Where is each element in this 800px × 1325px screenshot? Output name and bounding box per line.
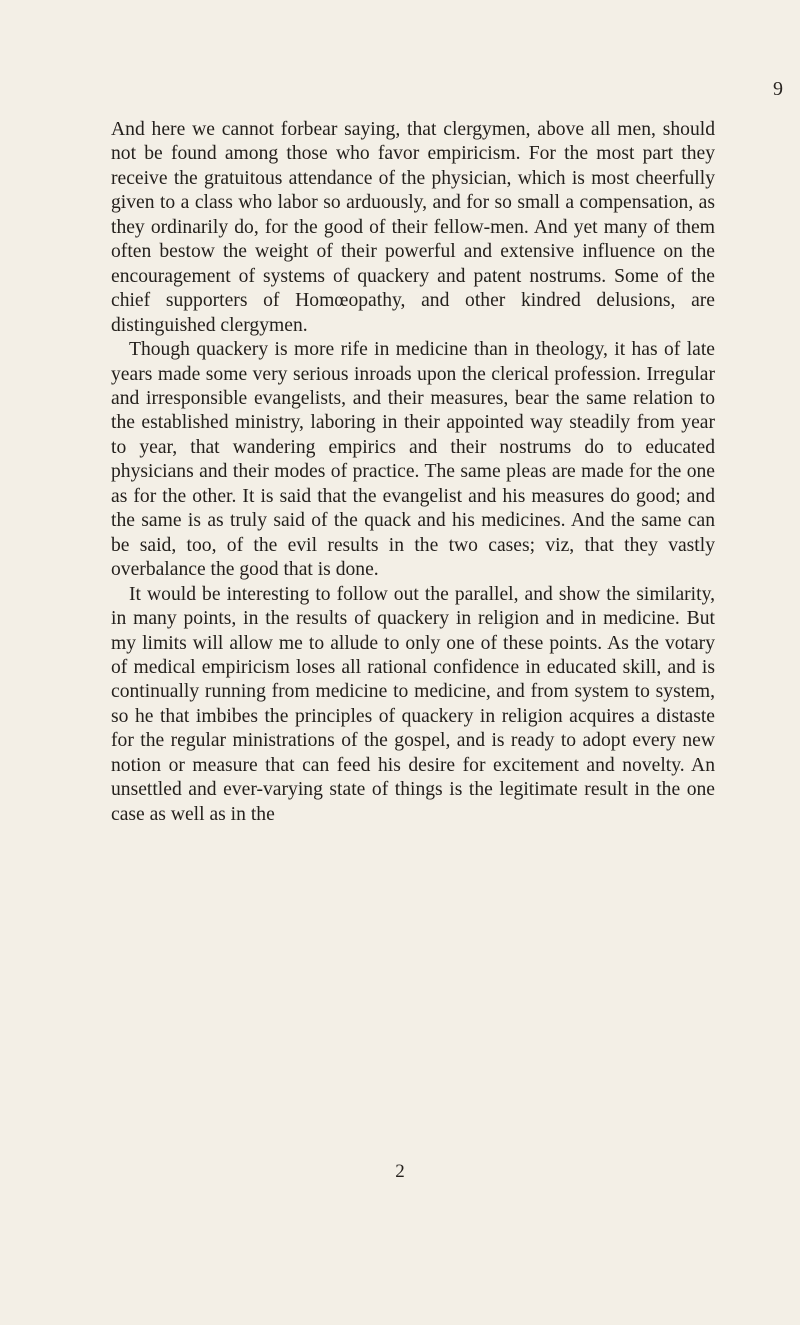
body-text bbox=[111, 118, 715, 827]
signature-mark: 2 bbox=[395, 1161, 405, 1182]
paragraph-3: It would be interesting to follow out the parallel, and show the similarity, in many points, in the results of quackery in religion and in medicine. But my limits will allow me to allude to only one of these points. As the votary of medical empiricism loses all rational confidence in educated skill, and is continually running from medicine to medicine, and from system to system, so he that imbibes the principles of quackery in religion acquires a distaste for the regular ministrations of the gospel, and is ready to adopt every new notion or measure that can feed his desire for excitement and novelty. An unsettled and ever-varying state of things is the legitimate result in the one case as well as in the bbox=[111, 583, 715, 825]
paragraph-2: Though quackery is more rife in medicine than in theology, it has of late years made some very serious inroads upon the clerical profession. Irregular and irresponsible evangelists, and their measures, bear the same relation to the established ministry, laboring in their appointed way steadily from year to year, that wandering empirics and their nostrums do to educated physicians and their modes of practice. The same pleas are made for the one as for the other. It is said that the evangelist and his measures do good; and the same is as truly said of the quack and his medicines. And the same can be said, too, of the evil results in the two cases; viz, that they vastly overbalance the good that is done. bbox=[111, 339, 715, 581]
paragraph-1: And here we cannot forbear saying, that clergymen, above all men, should not be found among those who favor empiricism. For the most part they receive the gratuitous attendance of the physician, which is most cheerfully given to a class who labor so arduously, and for so small a compensation, as they ordinarily do, for the good of their fellow-men. And yet many of them often bestow the weight of their powerful and extensive influence on the encouragement of systems of quackery and patent nostrums. Some of the chief supporters of Homœopathy, and other kindred delusions, are distinguished clergymen. bbox=[111, 119, 715, 336]
page-number: 9 bbox=[773, 78, 783, 100]
